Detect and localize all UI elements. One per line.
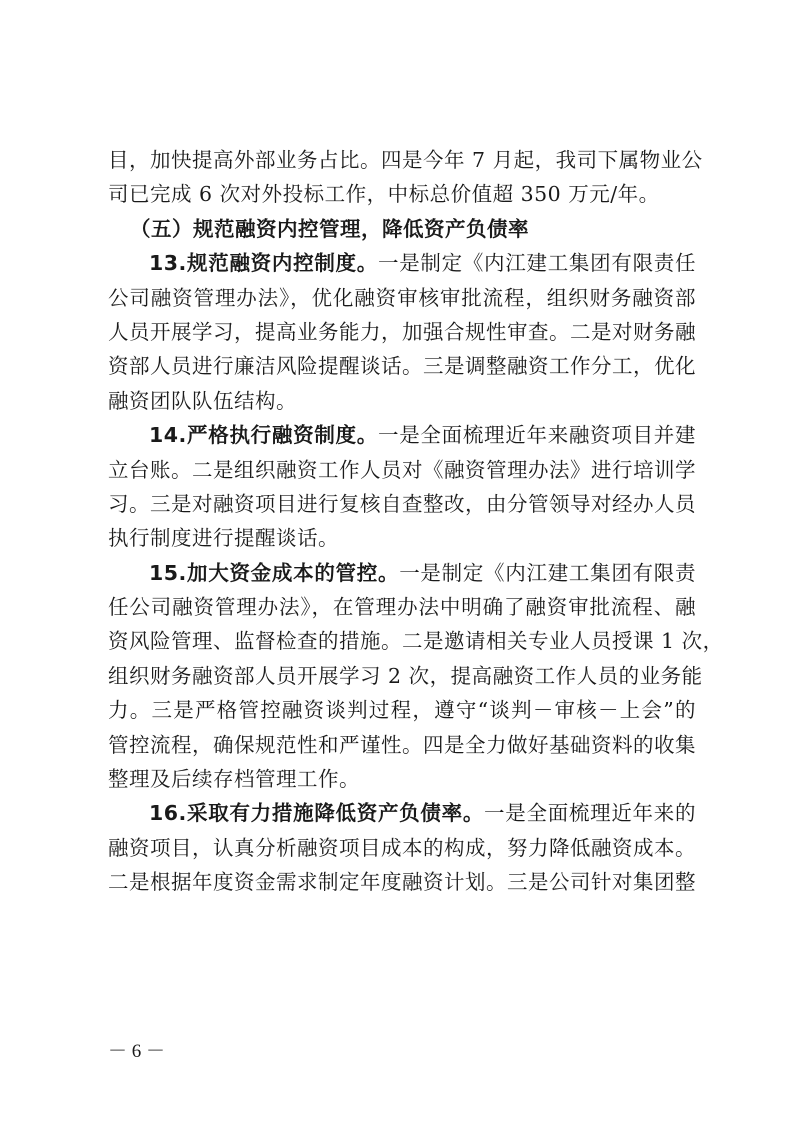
body-text-line: 整理及后续存档管理工作。 — [108, 767, 360, 792]
body-text-line: 力。三是严格管控融资谈判过程，遵守“谈判－审核－上会”的 — [108, 698, 696, 723]
item-16-first-line — [108, 796, 696, 830]
body-text-line: 任公司融资管理办法》，在管理办法中明确了融资审批流程、融 — [108, 595, 696, 620]
item-16-title: 16.采取有力措施降低资产负债率。 — [149, 801, 485, 826]
document-page — [108, 143, 724, 900]
item-13-title: 13.规范融资内控制度。 — [149, 251, 378, 276]
body-text-line: 公司融资管理办法》，优化融资审核审批流程，组织财务融资部 — [108, 285, 696, 310]
item-14-first-line — [108, 418, 696, 452]
body-text-line: 习。三是对融资项目进行复核自查整改，由分管领导对经办人员 — [108, 491, 696, 516]
page-number: － 6 － — [108, 1041, 166, 1062]
body-text-line: 资部人员进行廉洁风险提醒谈话。三是调整融资工作分工，优化 — [108, 354, 696, 379]
item-14-text: 一是全面梳理近年来融资项目并建 — [377, 423, 697, 448]
item-14-title: 14.严格执行融资制度。 — [149, 423, 378, 448]
body-text-line: 执行制度进行提醒谈话。 — [108, 526, 339, 551]
body-text-line: 融资项目，认真分析融资项目成本的构成，努力降低融资成本。 — [108, 835, 696, 860]
body-text-line: 融资团队队伍结构。 — [108, 388, 297, 413]
body-text-line: 人员开展学习，提高业务能力，加强合规性审查。二是对财务融 — [108, 319, 696, 344]
section-heading: （五）规范融资内控管理，降低资产负债率 — [130, 216, 529, 241]
item-15-title: 15.加大资金成本的管控。 — [149, 560, 400, 585]
body-text-line: 管控流程，确保规范性和严谨性。四是全力做好基础资料的收集 — [108, 732, 696, 757]
body-text-line: 二是根据年度资金需求制定年度融资计划。三是公司针对集团整 — [108, 870, 696, 895]
item-13-first-line — [108, 246, 696, 280]
body-text-line: 司已完成 6 次对外投标工作，中标总价值超 350 万元/年。 — [108, 182, 660, 207]
body-text-line: 目，加快提高外部业务占比。四是今年 7 月起，我司下属物业公 — [108, 148, 703, 172]
body-text-line: 立台账。二是组织融资工作人员对《融资管理办法》进行培训学 — [108, 457, 696, 482]
body-text-line: 组织财务融资部人员开展学习 2 次，提高融资工作人员的业务能 — [108, 663, 703, 688]
item-15-text: 一是制定《内江建工集团有限责 — [399, 560, 696, 585]
body-text-line: 资风险管理、监督检查的措施。二是邀请相关专业人员授课 1 次， — [108, 629, 724, 654]
item-13-text: 一是制定《内江建工集团有限责任 — [377, 251, 697, 276]
item-15-first-line — [108, 556, 696, 590]
item-16-text: 一是全面梳理近年来的 — [484, 801, 696, 826]
